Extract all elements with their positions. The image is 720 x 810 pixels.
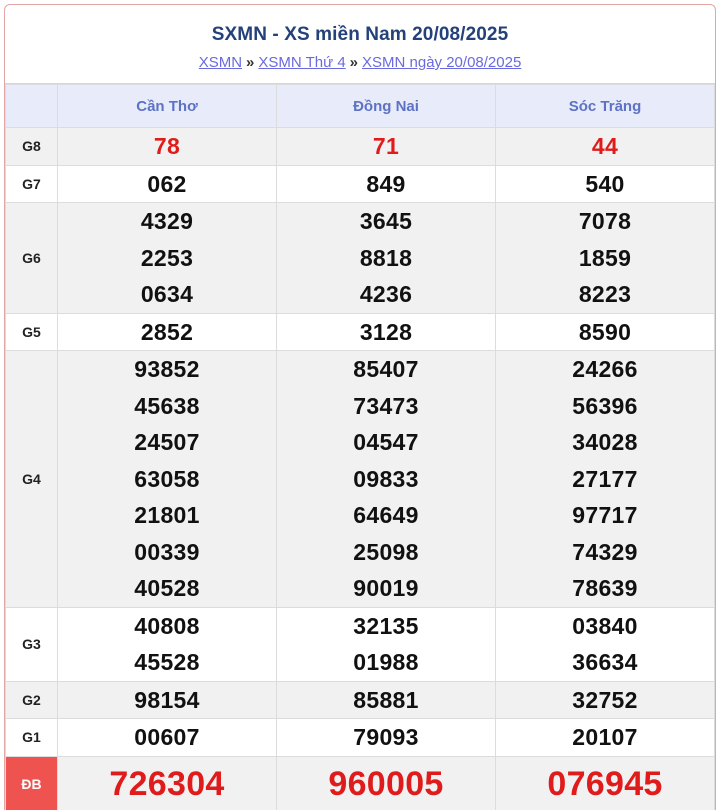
results-card (4, 4, 716, 810)
breadcrumb-link-xsmn[interactable]: XSMN (198, 54, 243, 71)
breadcrumb-separator: » (349, 54, 359, 71)
prize-number: 00339 (134, 538, 200, 565)
prize-number: 40528 (134, 575, 200, 601)
prize-cell (496, 313, 715, 351)
prize-cell (58, 313, 277, 351)
prize-cell (58, 128, 277, 166)
prize-number: 01988 (353, 649, 419, 675)
prize-number: 93852 (134, 356, 200, 382)
prize-number: 56396 (572, 392, 638, 419)
prize-number: 98154 (134, 686, 200, 713)
prize-label: G3 (6, 607, 58, 681)
prize-number: 09833 (353, 465, 419, 492)
prize-number: 73473 (353, 392, 419, 419)
prize-row-g1 (6, 719, 715, 757)
prize-number: 71 (372, 133, 400, 159)
prize-number: 27177 (572, 465, 638, 492)
prize-row-g8 (6, 128, 715, 166)
prize-number: 78639 (572, 575, 638, 601)
prize-cell (277, 128, 496, 166)
prize-number: 45638 (134, 392, 200, 419)
prize-number: 4329 (140, 208, 194, 234)
prize-number: 8223 (578, 281, 632, 307)
prize-cell (496, 607, 715, 681)
prize-number: 062 (147, 170, 187, 197)
prize-number: 44 (591, 133, 619, 159)
prize-number: 8590 (578, 318, 632, 345)
prize-number: 0634 (140, 281, 194, 307)
prize-number: 2852 (140, 318, 194, 345)
province-header[interactable]: Cần Thơ (58, 85, 277, 128)
prize-cell (277, 203, 496, 314)
prize-row-g5 (6, 313, 715, 351)
breadcrumb-separator: » (246, 54, 255, 71)
prize-row-g6 (6, 203, 715, 314)
prize-number: 7078 (578, 208, 632, 234)
prize-cell (58, 607, 277, 681)
prize-number: 849 (366, 170, 406, 197)
prize-label: ĐB (6, 756, 58, 810)
prize-cell (277, 607, 496, 681)
prize-number: 64649 (353, 502, 419, 528)
breadcrumb (5, 54, 715, 71)
province-header[interactable]: Sóc Trăng (496, 85, 715, 128)
prize-number: 24266 (572, 356, 638, 382)
prize-row-g3 (6, 607, 715, 681)
results-table (5, 84, 715, 810)
prize-number: 90019 (353, 575, 419, 601)
prize-row-g2 (6, 681, 715, 719)
prize-number: 63058 (134, 465, 200, 492)
prize-number: 3128 (359, 318, 413, 345)
prize-number: 8818 (359, 244, 413, 271)
page-title: SXMN - XS miền Nam 20/08/2025 (211, 24, 509, 45)
prize-cell (58, 756, 277, 810)
prize-number: 540 (585, 170, 625, 197)
prize-number: 3645 (359, 208, 413, 234)
prize-number: 20107 (572, 724, 638, 750)
prize-cell (496, 203, 715, 314)
prize-cell (58, 165, 277, 203)
province-header-row (6, 85, 715, 128)
special-prize-number: 726304 (109, 764, 225, 803)
special-prize-number: 076945 (547, 764, 663, 803)
prize-number: 40808 (134, 612, 200, 639)
header-blank-cell (6, 85, 58, 128)
prize-row-g7 (6, 165, 715, 203)
prize-number: 24507 (134, 429, 200, 455)
prize-cell (277, 681, 496, 719)
special-prize-number: 960005 (328, 764, 444, 803)
prize-cell (496, 351, 715, 608)
prize-cell (58, 351, 277, 608)
prize-number: 21801 (134, 502, 200, 528)
prize-label: G5 (6, 313, 58, 351)
prize-cell (496, 165, 715, 203)
prize-cell (496, 681, 715, 719)
prize-number: 04547 (353, 429, 419, 455)
results-header (5, 5, 715, 84)
prize-number: 78 (153, 133, 181, 159)
prize-cell (277, 719, 496, 757)
prize-number: 32752 (572, 686, 638, 713)
prize-row-g4 (6, 351, 715, 608)
prize-number: 36634 (572, 649, 638, 675)
prize-label: G8 (6, 128, 58, 166)
prize-number: 85881 (353, 686, 419, 713)
prize-cell (277, 756, 496, 810)
prize-number: 25098 (353, 538, 419, 565)
prize-label: G2 (6, 681, 58, 719)
prize-cell (277, 313, 496, 351)
prize-number: 1859 (578, 244, 632, 271)
prize-number: 2253 (140, 244, 194, 271)
prize-number: 85407 (353, 356, 419, 382)
prize-cell (58, 681, 277, 719)
prize-label: G7 (6, 165, 58, 203)
prize-cell (58, 203, 277, 314)
prize-cell (277, 165, 496, 203)
prize-number: 79093 (353, 724, 419, 750)
prize-number: 03840 (572, 612, 638, 639)
prize-row-đb (6, 756, 715, 810)
prize-cell (496, 719, 715, 757)
prize-cell (496, 756, 715, 810)
prize-cell (277, 351, 496, 608)
prize-number: 74329 (572, 538, 638, 565)
prize-number: 45528 (134, 649, 200, 675)
prize-number: 34028 (572, 429, 638, 455)
breadcrumb-link-xsmn-date[interactable]: XSMN ngày 20/08/2025 (362, 54, 522, 71)
province-header[interactable]: Đồng Nai (277, 85, 496, 128)
prize-cell (496, 128, 715, 166)
prize-label: G1 (6, 719, 58, 757)
prize-label: G4 (6, 351, 58, 608)
prize-number: 97717 (572, 502, 638, 528)
prize-number: 32135 (353, 612, 419, 639)
prize-label: G6 (6, 203, 58, 314)
prize-number: 4236 (359, 281, 413, 307)
prize-cell (58, 719, 277, 757)
prize-number: 00607 (134, 724, 200, 750)
breadcrumb-link-xsmn-thu-4[interactable]: XSMN Thứ 4 (258, 54, 346, 71)
